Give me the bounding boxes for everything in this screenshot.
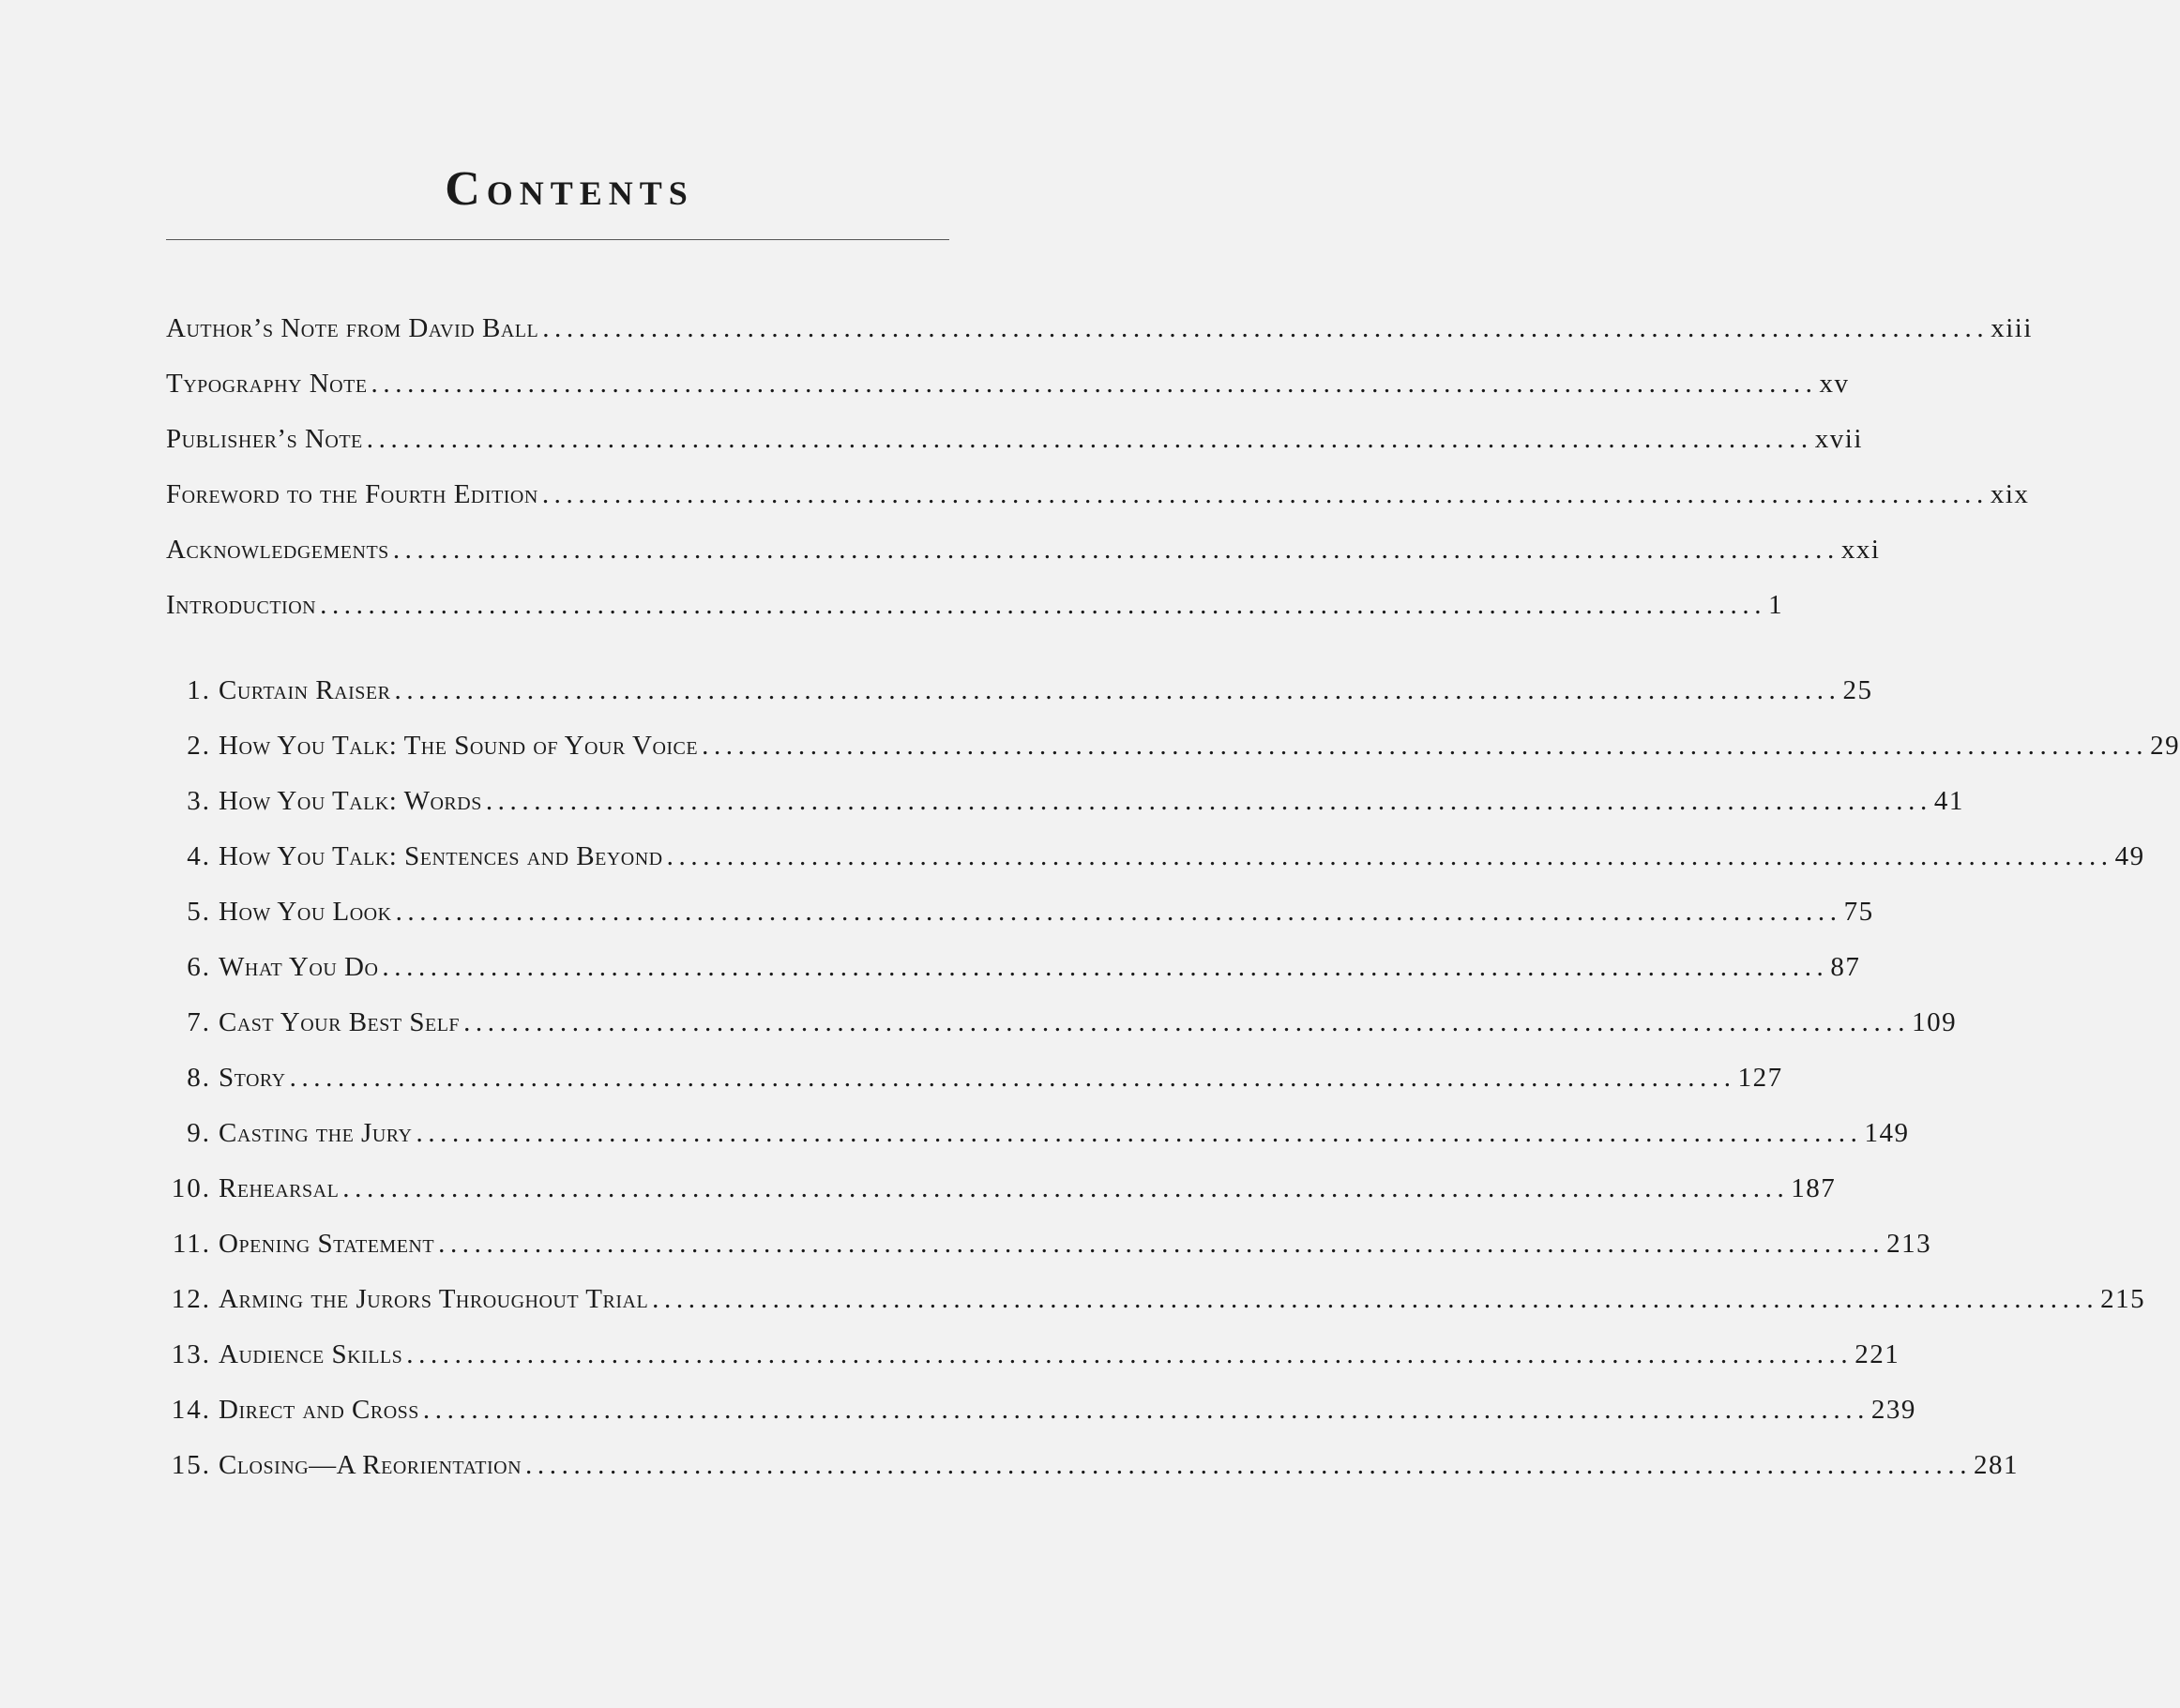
toc-entry-chapter-14[interactable] bbox=[166, 1389, 1916, 1430]
chapter-number: 5. bbox=[187, 897, 211, 927]
toc-entry-page: xvii bbox=[1814, 424, 1863, 454]
toc-entry-chapter-11[interactable] bbox=[166, 1223, 1932, 1264]
toc-entry-chapter-12[interactable] bbox=[166, 1278, 2146, 1320]
toc-entry-foreword[interactable] bbox=[166, 474, 2030, 515]
toc-entry-page: xxi bbox=[1840, 535, 1881, 565]
dot-leader: ........................................................................................................................ bbox=[416, 1118, 1863, 1148]
chapter-number: 1. bbox=[187, 675, 211, 705]
dot-leader: ........................................................................................................................ bbox=[382, 952, 1829, 982]
chapter-number: 6. bbox=[187, 952, 211, 982]
dot-leader: ........................................................................................................................ bbox=[463, 1007, 1911, 1037]
toc-entry-label: Story bbox=[219, 1063, 286, 1093]
toc-entry-label: Audience Skills bbox=[219, 1339, 403, 1369]
toc-entry-label: Author’s Note from David Ball bbox=[166, 313, 539, 343]
dot-leader: ........................................................................................................................ bbox=[666, 841, 2113, 871]
toc-entry-page: xiii bbox=[1991, 313, 2033, 343]
toc-entry-chapter-10[interactable] bbox=[166, 1168, 1837, 1209]
toc-entry-publishers-note[interactable] bbox=[166, 418, 1863, 460]
toc-entry-page: 109 bbox=[1912, 1007, 1958, 1037]
toc-entry-label: Publisher’s Note bbox=[166, 424, 363, 454]
chapter-number: 7. bbox=[187, 1007, 211, 1037]
dot-leader: ........................................................................................................................ bbox=[289, 1063, 1736, 1093]
toc-entry-typography-note[interactable] bbox=[166, 363, 1850, 404]
toc-entry-chapter-7[interactable] bbox=[166, 1002, 1958, 1043]
dot-leader: ........................................................................................................................ bbox=[542, 313, 1990, 343]
chapter-number: 2. bbox=[187, 731, 211, 761]
chapter-number: 9. bbox=[187, 1118, 211, 1148]
page-title: Contents bbox=[445, 162, 694, 216]
toc-entry-authors-note[interactable] bbox=[166, 308, 2033, 349]
dot-leader: ........................................................................................................................ bbox=[320, 590, 1767, 620]
toc-entry-chapter-15[interactable] bbox=[166, 1444, 2020, 1486]
title-divider bbox=[166, 239, 949, 240]
toc-entry-page: 215 bbox=[2100, 1284, 2146, 1314]
toc-entry-page: 75 bbox=[1843, 897, 1874, 927]
toc-entry-page: 49 bbox=[2114, 841, 2145, 871]
chapter-number: 3. bbox=[187, 786, 211, 816]
dot-leader: ........................................................................................................................ bbox=[394, 675, 1841, 705]
toc-entry-page: 281 bbox=[1974, 1450, 2020, 1480]
toc-entry-label: How You Look bbox=[219, 897, 392, 927]
toc-entry-label: Casting the Jury bbox=[219, 1118, 413, 1148]
toc-entry-page: 127 bbox=[1737, 1063, 1783, 1093]
toc-entry-page: 149 bbox=[1864, 1118, 1910, 1148]
chapter-number: 4. bbox=[187, 841, 211, 871]
dot-leader: ........................................................................................................................ bbox=[438, 1229, 1885, 1259]
toc-entry-chapter-2[interactable] bbox=[166, 725, 2180, 766]
toc-entry-label: Opening Statement bbox=[219, 1229, 435, 1259]
dot-leader: ........................................................................................................................ bbox=[392, 535, 1839, 565]
toc-entry-acknowledgements[interactable] bbox=[166, 529, 1881, 570]
toc-entry-page: xix bbox=[1990, 479, 2030, 509]
toc-entry-label: Cast Your Best Self bbox=[219, 1007, 461, 1037]
toc-entry-label: Arming the Jurors Throughout Trial bbox=[219, 1284, 649, 1314]
toc-entry-label: Rehearsal bbox=[219, 1173, 340, 1203]
toc-entry-page: 87 bbox=[1830, 952, 1861, 982]
toc-entry-label: Closing—A Reorientation bbox=[219, 1450, 522, 1480]
chapter-number: 10. bbox=[171, 1173, 211, 1203]
chapter-number: 8. bbox=[187, 1063, 211, 1093]
toc-entry-introduction[interactable] bbox=[166, 584, 1784, 626]
toc-entry-chapter-8[interactable] bbox=[166, 1057, 1783, 1098]
toc-entry-page: 221 bbox=[1855, 1339, 1900, 1369]
chapter-number: 12. bbox=[171, 1284, 211, 1314]
chapter-number: 15. bbox=[171, 1450, 211, 1480]
toc-entry-chapter-1[interactable] bbox=[166, 670, 1873, 711]
toc-entry-page: 29 bbox=[2150, 731, 2180, 761]
toc-entry-label: How You Talk: Sentences and Beyond bbox=[219, 841, 663, 871]
toc-entry-chapter-13[interactable] bbox=[166, 1334, 1900, 1375]
dot-leader: ........................................................................................................................ bbox=[702, 731, 2149, 761]
toc-entry-label: How You Talk: Words bbox=[219, 786, 482, 816]
dot-leader: ........................................................................................................................ bbox=[342, 1173, 1790, 1203]
dot-leader: ........................................................................................................................ bbox=[541, 479, 1989, 509]
toc-entry-chapter-6[interactable] bbox=[166, 946, 1861, 988]
toc-entry-label: How You Talk: The Sound of Your Voice bbox=[219, 731, 699, 761]
toc-entry-page: 25 bbox=[1842, 675, 1873, 705]
dot-leader: ........................................................................................................................ bbox=[406, 1339, 1854, 1369]
toc-entry-chapter-9[interactable] bbox=[166, 1112, 1910, 1154]
dot-leader: ........................................................................................................................ bbox=[422, 1395, 1870, 1425]
chapter-number: 11. bbox=[172, 1229, 211, 1259]
toc-entry-page: 1 bbox=[1768, 590, 1784, 620]
chapter-number: 14. bbox=[171, 1395, 211, 1425]
toc-entry-chapter-4[interactable] bbox=[166, 836, 2145, 877]
toc-entry-label: Direct and Cross bbox=[219, 1395, 419, 1425]
toc-entry-chapter-5[interactable] bbox=[166, 891, 1874, 932]
dot-leader: ........................................................................................................................ bbox=[485, 786, 1932, 816]
toc-entry-label: Foreword to the Fourth Edition bbox=[166, 479, 538, 509]
toc-entry-page: xv bbox=[1819, 369, 1850, 399]
chapter-number: 13. bbox=[171, 1339, 211, 1369]
dot-leader: ........................................................................................................................ bbox=[371, 369, 1818, 399]
toc-entry-page: 187 bbox=[1791, 1173, 1837, 1203]
toc-entry-label: Typography Note bbox=[166, 369, 368, 399]
dot-leader: ........................................................................................................................ bbox=[395, 897, 1842, 927]
dot-leader: ........................................................................................................................ bbox=[366, 424, 1813, 454]
toc-entry-page: 41 bbox=[1933, 786, 1964, 816]
toc-entry-label: Acknowledgements bbox=[166, 535, 389, 565]
toc-entry-chapter-3[interactable] bbox=[166, 780, 1964, 822]
toc-entry-label: Introduction bbox=[166, 590, 317, 620]
toc-entry-label: What You Do bbox=[219, 952, 379, 982]
dot-leader: ........................................................................................................................ bbox=[525, 1450, 1973, 1480]
dot-leader: ........................................................................................................................ bbox=[652, 1284, 2099, 1314]
toc-entry-page: 239 bbox=[1870, 1395, 1916, 1425]
toc-entry-label: Curtain Raiser bbox=[219, 675, 391, 705]
toc-entry-page: 213 bbox=[1886, 1229, 1932, 1259]
